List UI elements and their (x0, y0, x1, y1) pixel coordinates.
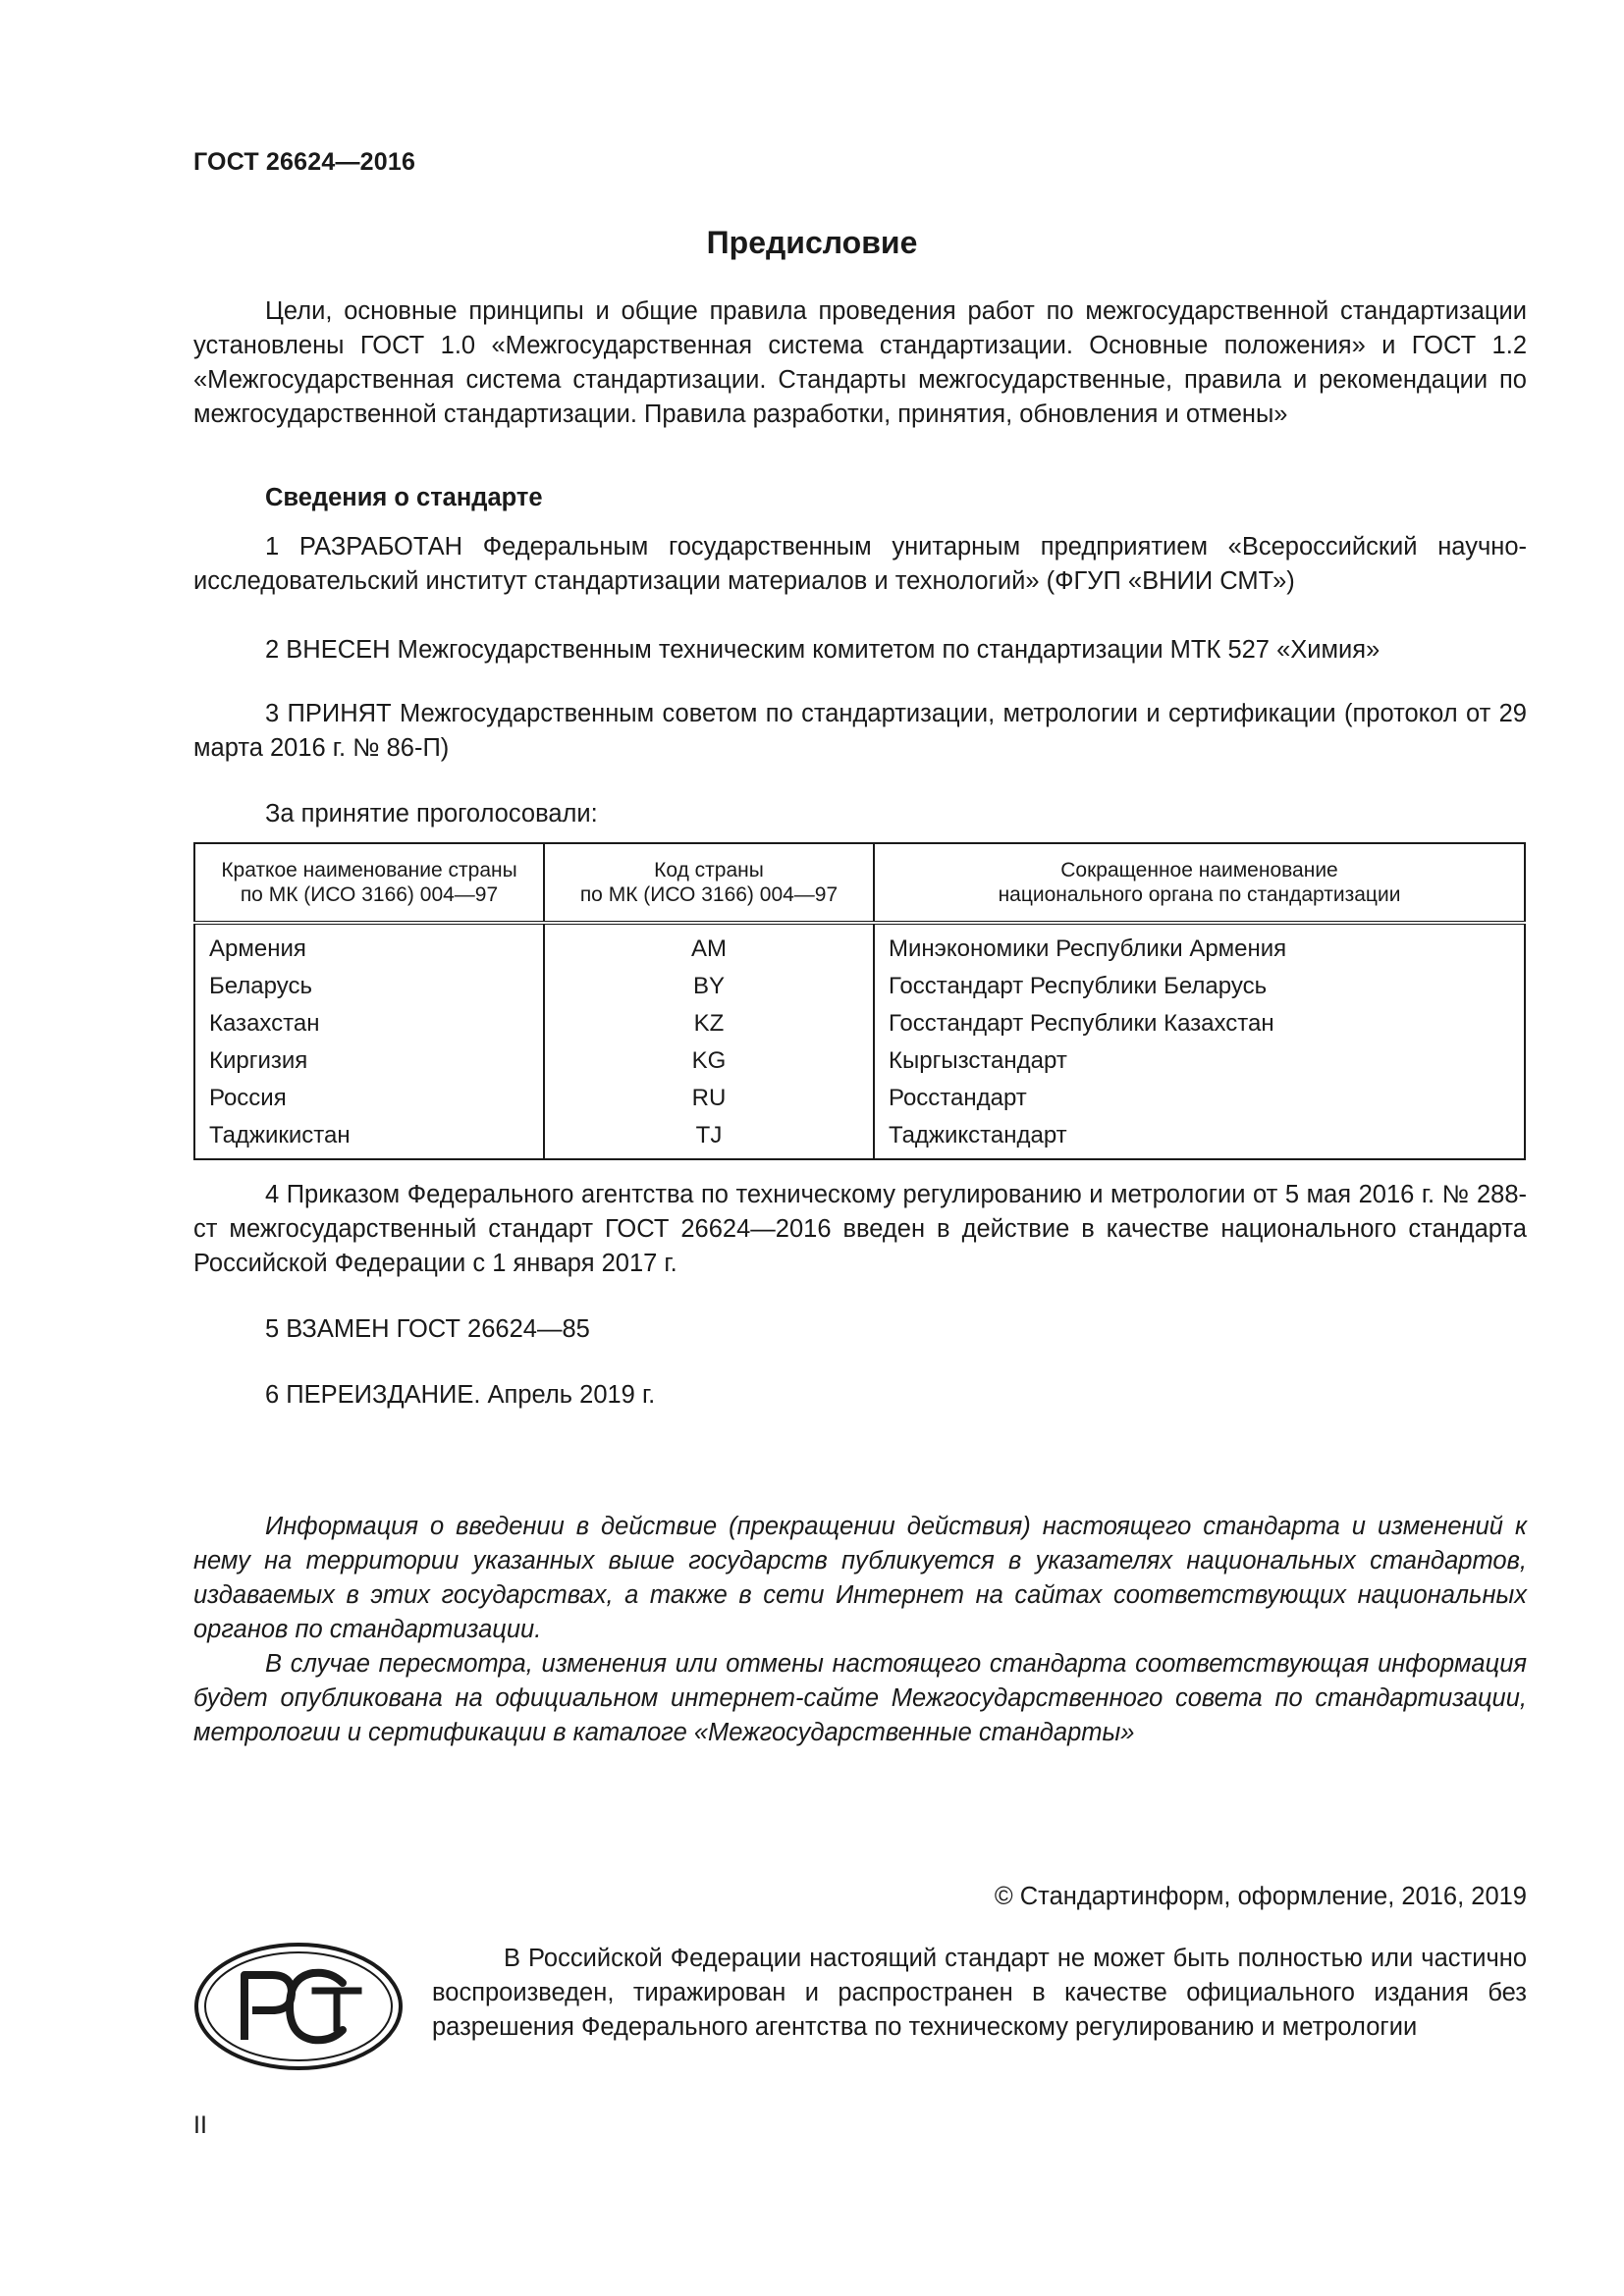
country-code-cell: BY (544, 968, 874, 1005)
country-code-cell: KG (544, 1042, 874, 1080)
table-row (194, 968, 1525, 1005)
table-row (194, 1080, 1525, 1117)
country-name-cell: Таджикистан (194, 1117, 544, 1159)
country-name-cell: Армения (194, 923, 544, 968)
vote-table-body (194, 923, 1525, 1159)
legal-notice (432, 1942, 1527, 2045)
item-1-block (193, 530, 1527, 599)
header-country-name-line1: Краткое наименование страны (221, 859, 517, 881)
country-name-cell: Киргизия (194, 1042, 544, 1080)
section-heading: Сведения о стандарте (265, 484, 543, 511)
legal-notice-text: В Российской Федерации настоящий стандарт не может быть полностью или частично воспроизведен, тиражирован и распространен в качестве официального издания без разрешения Федерального агентства по техническому регулированию и метрологии (432, 1945, 1527, 2041)
vote-intro-text: За принятие проголосовали: (265, 800, 598, 828)
rst-certification-mark-icon (193, 1942, 404, 2071)
item-4-block (193, 1178, 1527, 1281)
table-row (194, 1005, 1525, 1042)
vote-intro-block (193, 797, 1527, 831)
item-1-text: 1 РАЗРАБОТАН Федеральным государственным унитарным предприятием «Всероссийский научно-исследовательский институт стандартизации материалов и технологий» (ФГУП «ВНИИ СМТ») (193, 533, 1527, 595)
intro-paragraph-block (193, 294, 1527, 432)
item-6-text: 6 ПЕРЕИЗДАНИЕ. Апрель 2019 г. (265, 1381, 656, 1409)
info-notice-block (193, 1510, 1527, 1750)
vote-table-header-row (194, 843, 1525, 923)
page-title: Предисловие (706, 225, 918, 260)
header-country-name-line2: по МК (ИСО 3166) 004—97 (240, 883, 499, 906)
country-code-cell: RU (544, 1080, 874, 1117)
item-2-block (193, 633, 1527, 667)
header-country-code-line1: Код страны (654, 859, 764, 881)
national-body-cell: Минэкономики Республики Армения (874, 923, 1525, 968)
page-number: II (193, 2111, 207, 2139)
national-body-cell: Госстандарт Республики Казахстан (874, 1005, 1525, 1042)
national-body-cell: Госстандарт Республики Беларусь (874, 968, 1525, 1005)
table-row (194, 1117, 1525, 1159)
intro-paragraph: Цели, основные принципы и общие правила проведения работ по межгосударственной стандартизации установлены ГОСТ 1.0 «Межгосударственная система стандартизации. Основные положения» и ГОСТ 1.2 «Межгосударственная система стандартизации. Стандарты межгосударственные, правила и рекомендации по межгосударственной стандартизации. Правила разработки, принятия, обновления и отмены» (193, 297, 1527, 428)
item-2-text: 2 ВНЕСЕН Межгосударственным техническим комитетом по стандартизации МТК 527 «Химия» (265, 636, 1380, 664)
item-3-text: 3 ПРИНЯТ Межгосударственным советом по стандартизации, метрологии и сертификации (протокол от 29 марта 2016 г. № 86-П) (193, 700, 1527, 762)
country-name-cell: Казахстан (194, 1005, 544, 1042)
item-4-text: 4 Приказом Федерального агентства по техническому регулированию и метрологии от 5 мая 2016 г. № 288-ст межгосударственный стандарт ГОСТ 26624—2016 введен в действие в качестве национального стандарта Российской Федерации с 1 января 2017 г. (193, 1181, 1527, 1277)
info-notice-paragraph-1: Информация о введении в действие (прекращении действия) настоящего стандарта и изменений к нему на территории указанных выше государств публикуется в указателях национальных стандартов, издаваемых в этих государствах, а также в сети Интернет на сайтах соответствующих национальных органов по стандартизации. (193, 1513, 1527, 1643)
country-code-cell: KZ (544, 1005, 874, 1042)
country-code-cell: TJ (544, 1117, 874, 1159)
national-body-cell: Таджикстандарт (874, 1117, 1525, 1159)
item-5-text: 5 ВЗАМЕН ГОСТ 26624—85 (265, 1315, 590, 1343)
item-6-block (193, 1378, 1527, 1413)
country-name-cell: Россия (194, 1080, 544, 1117)
vote-table-head (194, 843, 1525, 923)
copyright-notice: © Стандартинформ, оформление, 2016, 2019 (994, 1883, 1527, 1910)
country-code-cell: AM (544, 923, 874, 968)
table-row (194, 923, 1525, 968)
header-country-name (194, 843, 544, 923)
header-national-body-line2: национального органа по стандартизации (998, 883, 1401, 906)
info-notice-paragraph-2: В случае пересмотра, изменения или отмены настоящего стандарта соответствующая информация будет опубликована на официальном интернет-сайте Межгосударственного совета по стандартизации, метрологии и сертификации в каталоге «Межгосударственные стандарты» (193, 1650, 1527, 1746)
national-body-cell: Кыргызстандарт (874, 1042, 1525, 1080)
header-country-code (544, 843, 874, 923)
header-national-body-line1: Сокращенное наименование (1060, 859, 1338, 881)
table-row (194, 1042, 1525, 1080)
item-3-block (193, 697, 1527, 766)
header-country-code-line2: по МК (ИСО 3166) 004—97 (579, 883, 839, 906)
national-body-cell: Росстандарт (874, 1080, 1525, 1117)
item-5-block (193, 1312, 1527, 1347)
header-national-body (874, 843, 1525, 923)
vote-table (193, 842, 1526, 1160)
country-name-cell: Беларусь (194, 968, 544, 1005)
document-id-header: ГОСТ 26624—2016 (193, 148, 416, 176)
